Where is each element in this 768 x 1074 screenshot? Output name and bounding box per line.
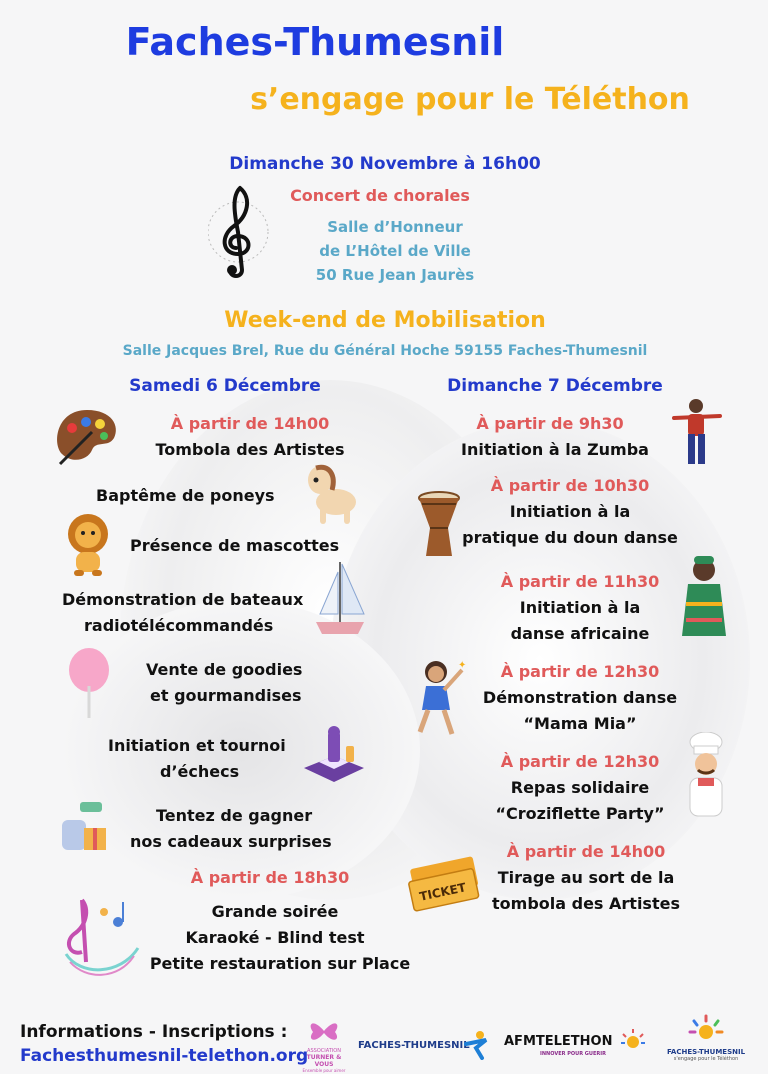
mama-time: À partir de 12h30 — [500, 662, 660, 681]
zumba-time: À partir de 9h30 — [476, 414, 624, 433]
svg-text:✦: ✦ — [458, 660, 467, 671]
footer-website-link[interactable]: Fachesthumesnil-telethon.org — [20, 1046, 309, 1066]
african-dancer-icon — [674, 554, 734, 640]
faches-runner-icon — [462, 1030, 490, 1060]
logo-faches-telethon — [664, 1014, 748, 1062]
concert-venue-line2: de L’Hôtel de Ville — [319, 242, 471, 260]
lion-mascot-icon — [60, 512, 116, 578]
cotton-candy-icon — [66, 646, 112, 720]
butterfly-icon — [307, 1018, 341, 1044]
echecs-label-line2: d’échecs — [160, 762, 240, 781]
mama-label-line2: “Mama Mia” — [523, 714, 637, 733]
music-notes-icon — [60, 892, 144, 978]
tirage-time: À partir de 14h00 — [506, 842, 666, 861]
logo-turner-line1: ASSOCIATION — [307, 1048, 341, 1054]
logo-turner-line3: Ensemble pour aimer — [302, 1068, 346, 1073]
tirage-label-line2: tombola des Artistes — [492, 894, 680, 913]
africaine-time: À partir de 11h30 — [500, 572, 660, 591]
tombola-label: Tombola des Artistes — [155, 440, 345, 459]
repas-time: À partir de 12h30 — [500, 752, 660, 771]
sailboat-icon — [312, 558, 368, 640]
logo-afm-tagline: INNOVER POUR GUERIR — [540, 1051, 606, 1057]
concert-venue-line3: 50 Rue Jean Jaurès — [315, 266, 475, 284]
page-title: Faches-Thumesnil — [125, 20, 505, 64]
bateaux-label-line1: Démonstration de bateaux — [62, 590, 304, 609]
cadeaux-label-line2: nos cadeaux surprises — [130, 832, 332, 851]
soiree-line3: Petite restauration sur Place — [149, 954, 411, 973]
concert-name: Concert de chorales — [290, 186, 470, 205]
logo-turner-vous — [298, 1018, 350, 1073]
mama-label-line1: Démonstration danse — [482, 688, 678, 707]
weekend-title: Week-end de Mobilisation — [224, 308, 546, 333]
chess-icon — [300, 724, 368, 784]
zumba-dancer-icon — [670, 396, 724, 472]
goodies-label-line2: et gourmandises — [150, 686, 302, 705]
chef-icon — [676, 732, 734, 822]
echecs-label-line1: Initiation et tournoi — [108, 736, 286, 755]
repas-label-line2: “Croziflette Party” — [495, 804, 665, 823]
mascottes-label: Présence de mascottes — [130, 536, 340, 555]
mama-mia-dancer-icon — [410, 656, 470, 740]
weekend-venue: Salle Jacques Brel, Rue du Général Hoche 59155 Faches-Thumesnil — [122, 343, 648, 359]
concert-date: Dimanche 30 Novembre à 16h00 — [229, 154, 541, 174]
africaine-label-line1: Initiation à la — [519, 598, 641, 617]
djembe-drum-icon — [416, 490, 462, 560]
cadeaux-label-line1: Tentez de gagner — [156, 806, 313, 825]
footer-info: Informations - Inscriptions : — [20, 1022, 288, 1042]
saturday-heading: Samedi 6 Décembre — [129, 376, 321, 396]
logo-turner-line2: TURNER & VOUS — [306, 1054, 342, 1068]
tirage-label-line1: Tirage au sort de la — [497, 868, 675, 887]
logo-afm-telethon: AFMTELETHON — [504, 1034, 613, 1049]
tombola-time: À partir de 14h00 — [170, 414, 330, 433]
doun-label-line1: Initiation à la — [509, 502, 631, 521]
logo-faches-telethon-line2: s'engage pour le Téléthon — [673, 1056, 739, 1062]
zumba-label: Initiation à la Zumba — [461, 440, 649, 459]
poneys-label: Baptême de poneys — [96, 486, 275, 505]
repas-label-line1: Repas solidaire — [510, 778, 650, 797]
soiree-line1: Grande soirée — [211, 902, 339, 921]
soiree-time: À partir de 18h30 — [190, 868, 350, 887]
pony-icon — [302, 462, 366, 528]
logo-faches-telethon-line1: FACHES-THUMESNIL — [666, 1048, 746, 1056]
logo-faches-thumesnil: FACHES-THUMESNIL — [358, 1040, 470, 1051]
ticket-icon-text: TICKET — [418, 880, 468, 904]
sunday-heading: Dimanche 7 Décembre — [447, 376, 663, 396]
palette-icon — [52, 406, 122, 468]
soiree-line2: Karaoké - Blind test — [185, 928, 365, 947]
concert-venue-line1: Salle d’Honneur — [327, 218, 463, 236]
afm-sun-icon — [620, 1028, 646, 1056]
treble-clef-icon — [208, 182, 270, 282]
goodies-label-line1: Vente de goodies — [146, 660, 303, 679]
bateaux-label-line2: radiotélécommandés — [84, 616, 274, 635]
doun-label-line2: pratique du doun danse — [462, 528, 678, 547]
doun-time: À partir de 10h30 — [490, 476, 650, 495]
gift-icon — [58, 798, 110, 856]
ticket-icon — [408, 856, 486, 916]
africaine-label-line2: danse africaine — [510, 624, 650, 643]
colorful-sun-icon — [688, 1014, 724, 1044]
page-subtitle: s’engage pour le Téléthon — [250, 82, 690, 117]
